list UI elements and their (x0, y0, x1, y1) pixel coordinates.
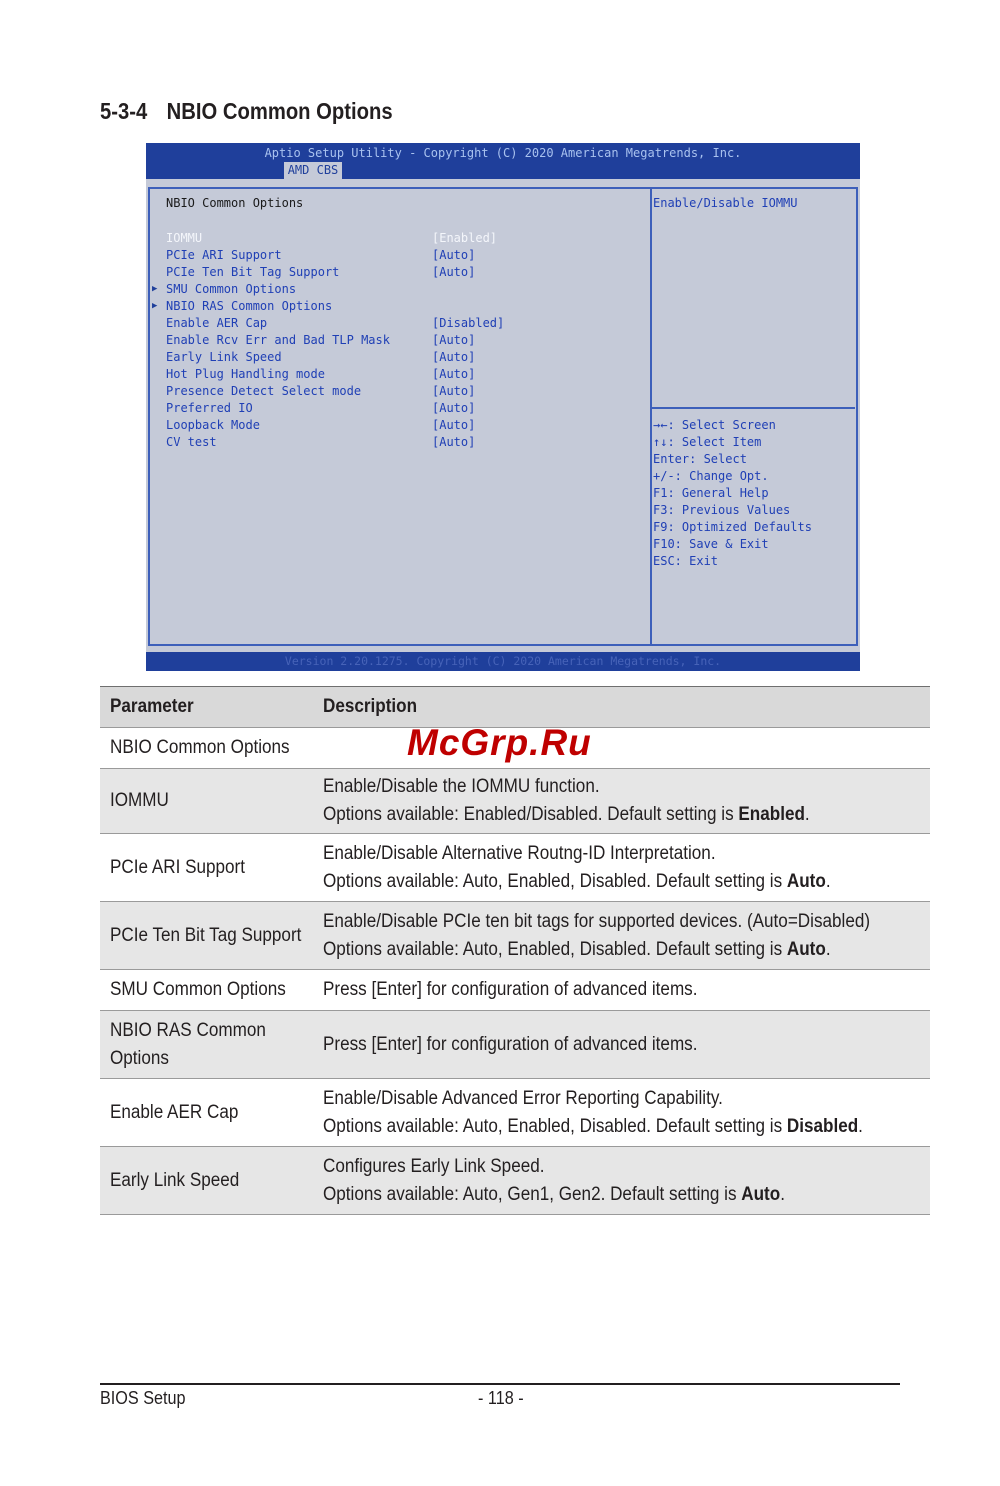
bios-help-text: Enable/Disable IOMMU (653, 196, 798, 210)
bios-menu-label: PCIe Ten Bit Tag Support (166, 265, 340, 279)
bios-key-hint: +/-: Change Opt. (653, 469, 769, 483)
description-cell: Press [Enter] for configuration of advanced items. (322, 979, 698, 1000)
bios-key-hint: ↑↓: Select Item (653, 435, 762, 449)
bios-menu-label: IOMMU (166, 231, 203, 245)
description-cell: Enable/Disable PCIe ten bit tags for supported devices. (Auto=Disabled) Options available: Auto, Enabled, Disabled. Default setting is Auto. (322, 910, 870, 960)
bios-menu-label: Presence Detect Select mode (166, 384, 362, 398)
parameter-table (100, 686, 930, 1215)
bios-menu-value[interactable]: [Auto] (432, 350, 476, 364)
bios-menu-value[interactable]: [Auto] (432, 265, 476, 279)
bios-key-hint: F1: General Help (653, 486, 769, 500)
table-row (100, 1079, 930, 1147)
bios-menu-item[interactable] (150, 315, 646, 332)
bios-key-hint: Enter: Select (653, 452, 747, 466)
bios-menu-label: NBIO RAS Common Options (166, 299, 333, 313)
description-cell: Enable/Disable the IOMMU function. Options available: Enabled/Disabled. Default setting is Enabled. (322, 776, 810, 825)
tab-amd-cbs[interactable]: AMD CBS (284, 162, 342, 179)
bios-header (146, 143, 860, 179)
parameter-cell: NBIO RAS Common Options (110, 1019, 266, 1069)
bios-menu-label: PCIe ARI Support (166, 248, 282, 262)
parameter-cell: PCIe ARI Support (110, 856, 245, 878)
bios-key-hint: F3: Previous Values (653, 503, 791, 517)
bios-menu-value[interactable]: [Enabled] (432, 231, 498, 245)
bios-menu-value[interactable]: [Auto] (432, 384, 476, 398)
bios-menu-item[interactable] (150, 349, 646, 366)
bios-menu (150, 230, 646, 451)
bios-menu-label: Loopback Mode (166, 418, 260, 432)
bios-menu-label: CV test (166, 435, 217, 449)
parameter-cell: NBIO Common Options (110, 737, 290, 758)
bios-menu-value[interactable]: [Auto] (432, 333, 476, 347)
submenu-arrow-icon: ▶ (152, 301, 158, 311)
bios-menu-item[interactable] (150, 264, 646, 281)
table-row (100, 1011, 930, 1079)
bios-menu-item[interactable] (150, 230, 646, 247)
bios-menu-label: Hot Plug Handling mode (166, 367, 325, 381)
section-title: NBIO Common Options (166, 98, 393, 124)
bios-menu-item[interactable] (150, 281, 646, 298)
parameter-cell: Early Link Speed (110, 1169, 240, 1191)
parameter-cell: Enable AER Cap (110, 1101, 239, 1123)
bios-menu-item[interactable] (150, 383, 646, 400)
bios-menu-value[interactable]: [Auto] (432, 367, 476, 381)
bios-screenshot (146, 143, 860, 671)
footer-label: BIOS Setup (100, 1388, 186, 1408)
bios-menu-label: Preferred IO (166, 401, 253, 415)
table-row (100, 902, 930, 970)
table-row (100, 769, 930, 834)
watermark: McGrp.Ru (407, 722, 592, 763)
parameter-cell: IOMMU (110, 790, 169, 811)
bios-menu-value[interactable]: [Auto] (432, 418, 476, 432)
bios-page-title: NBIO Common Options (166, 196, 304, 210)
page-number: - 118 - (478, 1388, 524, 1408)
footer-rule (100, 1383, 900, 1385)
bios-menu-item[interactable] (150, 434, 646, 451)
header-parameter: Parameter (110, 696, 194, 717)
bios-menu-item[interactable] (150, 332, 646, 349)
bios-key-legend (653, 417, 812, 570)
bios-key-hint: →←: Select Screen (653, 418, 776, 432)
bios-menu-label: SMU Common Options (166, 282, 297, 296)
table-row (100, 834, 930, 902)
bios-menu-item[interactable] (150, 400, 646, 417)
bios-key-hint: F9: Optimized Defaults (653, 520, 812, 534)
bios-key-hint: ESC: Exit (653, 554, 719, 568)
bios-key-hint: F10: Save & Exit (653, 537, 769, 551)
bios-divider-vertical (650, 187, 652, 646)
table-row (100, 970, 930, 1011)
description-cell: Enable/Disable Advanced Error Reporting Capability. Options available: Auto, Enabled, Disabled. Default setting is Disabled. (322, 1087, 863, 1137)
bios-menu-item[interactable] (150, 247, 646, 264)
bios-menu-label: Enable Rcv Err and Bad TLP Mask (166, 333, 390, 347)
section-number: 5-3-4 (100, 98, 148, 124)
description-cell: Configures Early Link Speed. Options available: Auto, Gen1, Gen2. Default setting is Auto. (322, 1155, 785, 1205)
table-row (100, 1147, 930, 1215)
section-heading (100, 98, 393, 125)
description-cell: Press [Enter] for configuration of advanced items. (322, 1033, 698, 1055)
bios-menu-value[interactable]: [Auto] (432, 435, 476, 449)
submenu-arrow-icon: ▶ (152, 284, 158, 294)
bios-menu-label: Enable AER Cap (166, 316, 268, 330)
bios-footer: Version 2.20.1275. Copyright (C) 2020 American Megatrends, Inc. (146, 652, 860, 671)
bios-header-title: Aptio Setup Utility - Copyright (C) 2020 American Megatrends, Inc. (264, 146, 742, 160)
bios-menu-item[interactable] (150, 366, 646, 383)
bios-menu-label: Early Link Speed (166, 350, 282, 364)
bios-menu-value[interactable]: [Disabled] (432, 316, 505, 330)
bios-menu-value[interactable]: [Auto] (432, 401, 476, 415)
parameter-cell: PCIe Ten Bit Tag Support (110, 924, 302, 946)
description-cell: Enable/Disable Alternative Routng-ID Interpretation. Options available: Auto, Enabled, Disabled. Default setting is Auto. (322, 842, 831, 892)
header-description: Description (322, 696, 417, 717)
bios-menu-value[interactable]: [Auto] (432, 248, 476, 262)
parameter-cell: SMU Common Options (110, 979, 286, 1000)
bios-divider-horizontal (652, 407, 855, 409)
bios-menu-item[interactable] (150, 417, 646, 434)
bios-menu-item[interactable] (150, 298, 646, 315)
